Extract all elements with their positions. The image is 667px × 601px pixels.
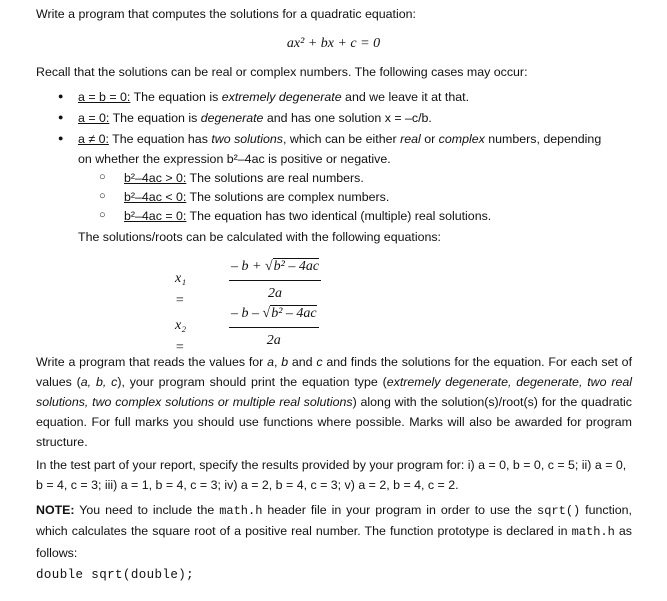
case-condition: a = 0: [78,111,110,126]
sub-case-complex: ○ b²–4ac < 0: The solutions are complex numbers. [99,188,618,207]
case-extremely-degenerate: ● a = b = 0: The equation is extremely degenerate and we leave it at that. [58,88,618,107]
roots-intro: The solutions/roots can be calculated with the following equations: [78,230,441,244]
function-prototype: double sqrt(double); [36,568,195,582]
test-paragraph: In the test part of your report, specify the results provided by your program for: i) a = 0, b = 0, c = 5; ii) a = 0, b = 4, c = 3; iii) a = 1, b = 4, c = 3; iv) a = 2, b = 4, c = 3; v) a = 2, b = 4, c = 2. [36,458,627,493]
note-paragraph: NOTE: You need to include the math.h header file in your program in order to use the sqrt() function, which calculates the square root of a positive real number. The function prototype is declared in math.h as follows: [36,503,633,560]
case-condition: a ≠ 0: [78,132,109,147]
cases-list [58,88,618,229]
case-two-solutions: ● a ≠ 0: The equation has two solutions, which can be either real or complex numbers, depending on whether the expression b²–4ac is positive or negative. ○ b²–4ac > 0: The solutions are real numbers. ○ b²–4ac < 0: The solutions are complex numbers. ○ b²–4ac = 0: The equation has two identical (multiple) real solutions. [58,130,618,226]
document-page: Write a program that computes the solutions for a quadratic equation: ax² + bx + c = 0 Recall that the solutions can be real or complex numbers. The following cases may occur: ● a = b = 0: The equation is extremely degenerate and we leave it at that. ● a = 0: The equation is degenerate and has one solution x = –c/b. ● a ≠ 0: The equation has two solutions, which can be either real or complex numbers, depending on whether the expression b²–4ac is positive or negative. ○ b²–4ac > 0: The solutions are real numbers. ○ b²–4ac < 0: The solutions are complex numbers. ○ b²–4ac = 0: The equation has two identical (multiple) real solutions. The solutions/roots can be calculated with the following equations: x₁ = $\frac{\text{– b + √b² – 4ac}}{2a}$ x₂ = $\frac{\text{– b – √b² – 4ac}}{2a}$ Write a program that reads the values for a, b and c and finds the solutions for the equation. For each set of values (a, b, c), your program should print the equation type (extremely degenerate, degenerate, two real solutions, two complex solutions or multiple real solutions) along with the solution(s)/root(s) for the quadratic equation. For full marks you should use functions where possible. Marks will also be awarded for program structure. In the test part of your report, specify the results provided by your program for: i) a = 0, b = 0, c = 5; ii) a = 0, b = 4, c = 3; iii) a = 1, b = 4, c = 3; iv) a = 2, b = 4, c = 3; v) a = 2, b = 4, c = 2. NOTE: You need to include the math.h header file in your program in order to use the sqrt() function, which calculates the square root of a positive real number. The function prototype is declared in math.h as follows: double sqrt(double); [0,0,667,601]
recall-text: Recall that the solutions can be real or complex numbers. The following cases may occur: [36,65,528,79]
case-condition: a = b = 0: [78,90,131,104]
formula-x2-lhs: x₂ = [175,318,187,355]
sub-case-real: ○ b²–4ac > 0: The solutions are real numbers. [99,169,618,188]
case-degenerate: ● a = 0: The equation is degenerate and has one solution x = –c/b. [58,109,618,128]
formula-x1-lhs: x₁ = [175,271,187,308]
task-paragraph: Write a program that reads the values for a, b and c and finds the solutions for the equation. For each set of values (a, b, c), your program should print the equation type (extremely degenerate, degenerate, two real solutions, two complex solutions or multiple real solutions) along with the solution(s)/root(s) for the quadratic equation. For full marks you should use functions where possible. Marks will also be awarded for program structure. [36,355,633,450]
intro-text: Write a program that computes the solutions for a quadratic equation: [36,7,416,21]
quadratic-equation: ax² + bx + c = 0 [286,36,381,51]
discriminant-sublist [78,169,618,227]
sub-case-multiple: ○ b²–4ac = 0: The equation has two identical (multiple) real solutions. [99,207,618,226]
